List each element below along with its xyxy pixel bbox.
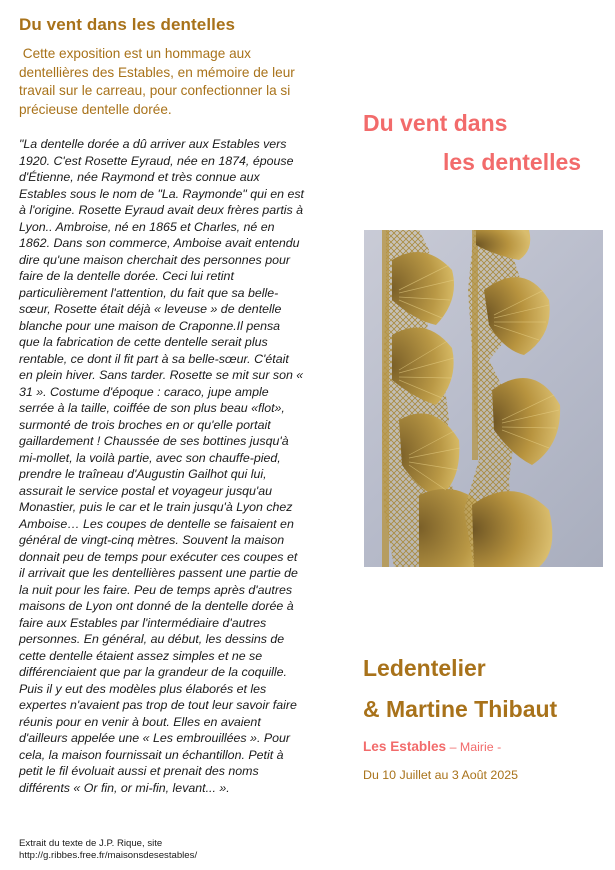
left-column [19, 13, 304, 119]
poster-title-line-2: les dentelles [443, 149, 582, 175]
exhibition-dates: Du 10 Juillet au 3 Août 2025 [363, 768, 518, 782]
lace-photo [364, 230, 603, 567]
source-credit-text: Extrait du texte de J.P. Rique, site [19, 838, 163, 849]
lace-illustration [364, 230, 603, 567]
location-town: Les Estables [363, 739, 447, 754]
location-venue: – Mairie - [446, 740, 502, 754]
exhibition-location [363, 738, 501, 756]
exhibition-title: Du vent dans les dentelles [19, 15, 236, 34]
poster-title-line-1: Du vent dans [363, 110, 508, 136]
source-url: http://g.ribbes.free.fr/maisonsdesestables/ [19, 850, 198, 861]
source-credit [19, 838, 309, 862]
historical-quote: "La dentelle dorée a dû arriver aux Estables vers 1920. C'est Rosette Eyraud, née en 1874, épouse d'Étienne, née Raymond et très connue aux Estables sous le nom de "La. Raymonde" qui en est à l'origine. Rosette Eyraud avait deux frères partis à Lyon.. Ambroise, né en 1865 et Charles, né en 1862. Dans son commerce, Amboise avait entendu dire qu'une maison cherchait des personnes pour faire de la dentelle dorée. Ceci lui retint particulièrement l'attention, du fait que sa belle-sœur, Rosette était déjà « leveuse » de dentelle blanche pour une maison de Craponne.Il pensa que la fabrication de cette dentelle serait plus rentable, ce dont il fit part à sa belle-sœur. C'était en plein hiver. Sans tarder. Rosette se mit sur son « 31 ». Costume d'époque : caraco, jupe ample serrée à la taille, coiffée de son plus beau «flot», surmonté de trois broches en or qu'elle portait gaillardement ! Chaussée de ses bottines jusqu'à mi-mollet, la voilà partie, avec son chauffe-pied, prendre le traîneau d'Augustin Gailhot qui lui, assurait le service postal et voyageur jusqu'au Monastier, puis le car et le train jusqu'à Lyon chez Amboise… Les coupes de dentelle se faisaient en général de vingt-cinq mètres. Souvent la maison donnait peu de temps pour exécuter ces coupes et il arrivait que les dentellières passent une partie de la nuit pour les faire. Peu de temps après d'autres maisons de Lyon ont donné de la dentelle dorée à faire aux Estables par l'intermédiaire d'autres personnes. En général, au début, les dessins de cette dentelle étaient assez simples et ne se différenciaient que par la grandeur de la coquille. Puis il y eut des modèles plus élaborés et les expertes n'avaient pas trop de tout leur savoir faire réunis pour en venir à bout. Elles en avaient d'ailleurs appelée une « Les embrouillées ». Pour cela, la maison fournissait un échantillon. Petit à petit le fil évoluait aussi et prenait des noms différents « Or fin, or mi-fin, levant... ». [19, 137, 304, 795]
artist-name-line-1: Ledentelier [363, 655, 486, 681]
intro-paragraph: Cette exposition est un hommage aux dentellières des Estables, en mémoire de leur travail sur le carreau, pour confectionner la si précieuse dentelle dorée. [19, 46, 295, 117]
artist-name-line-2: & Martine Thibaut [363, 696, 558, 722]
